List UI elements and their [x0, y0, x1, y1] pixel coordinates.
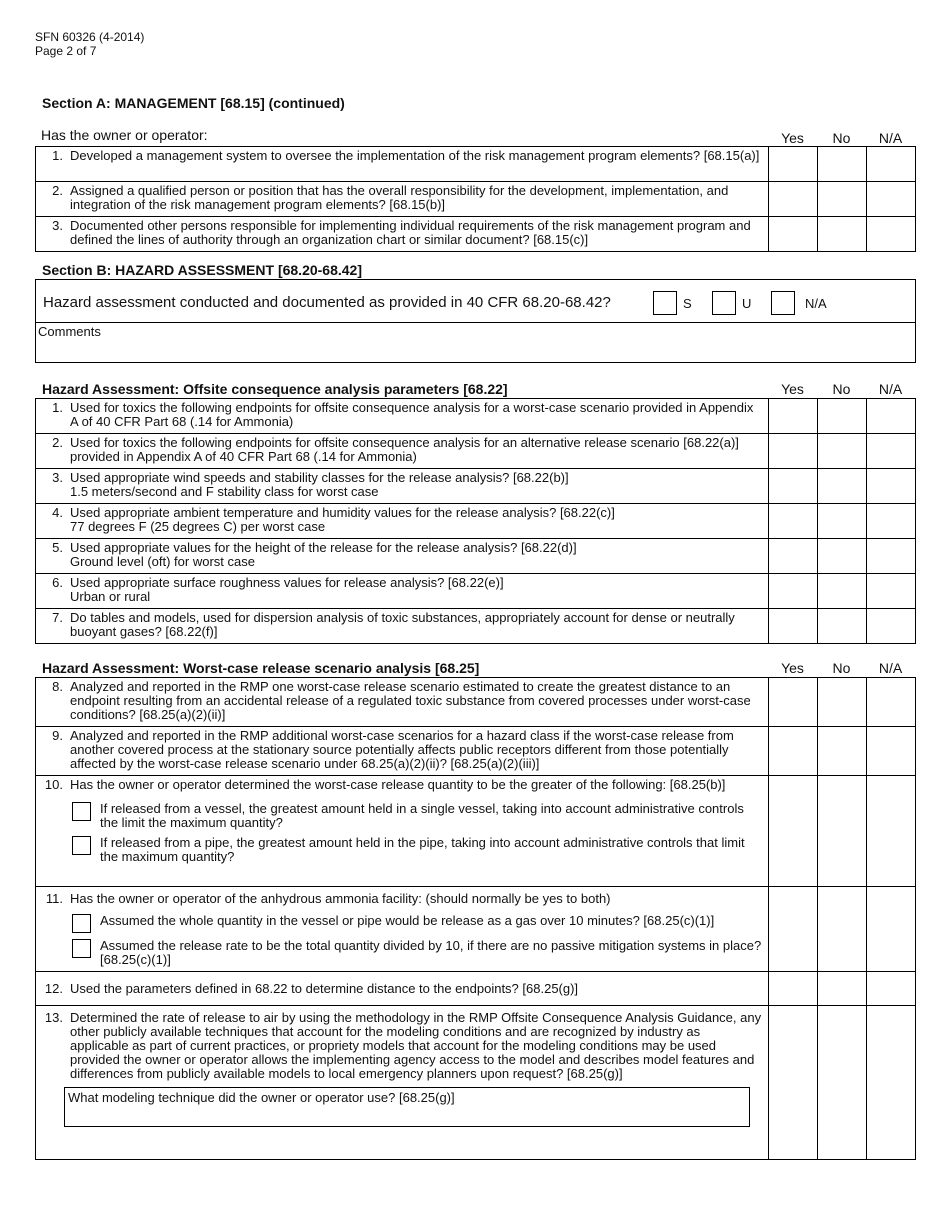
item-number: 9. — [52, 728, 63, 743]
form-number: SFN 60326 (4-2014) — [35, 30, 145, 44]
item-subtext: Urban or rural — [70, 589, 151, 604]
yes-cell[interactable] — [769, 504, 818, 539]
checkbox-u[interactable] — [712, 291, 736, 315]
worstcase-title: Hazard Assessment: Worst-case release scenario analysis [68.25] — [42, 660, 480, 676]
na-cell[interactable] — [867, 147, 916, 182]
option-na[interactable] — [771, 291, 827, 315]
item-text: Used appropriate ambient temperature and humidity values for the release analysis? [68.22(c)] — [70, 505, 615, 520]
section-a-title: Section A: MANAGEMENT [68.15] (continued) — [42, 95, 345, 111]
item-text: Used appropriate wind speeds and stability classes for the release analysis? [68.22(b)] — [70, 470, 569, 485]
item-text: Analyzed and reported in the RMP one worst-case release scenario estimated to create the greatest distance to an endpoint resulting from an accidental release of a regulated toxic substance from covered processes under worst-case conditions? [68.25(a)(2)(ii)] — [70, 679, 751, 722]
item-number: 10. — [44, 777, 63, 792]
col-no: No — [832, 130, 851, 146]
col-na: N/A — [878, 130, 903, 146]
yes-cell[interactable] — [769, 972, 818, 1006]
checkbox-s[interactable] — [653, 291, 677, 315]
item-text: Has the owner or operator determined the worst-case release quantity to be the greater of the following: [68.25(b)] — [70, 777, 726, 792]
col-no: No — [832, 660, 851, 676]
item-subtext: Ground level (oft) for worst case — [70, 554, 255, 569]
na-cell[interactable] — [867, 504, 916, 539]
na-cell[interactable] — [867, 217, 916, 252]
na-cell[interactable] — [867, 678, 916, 727]
no-cell[interactable] — [818, 147, 867, 182]
col-yes: Yes — [781, 130, 804, 146]
checkbox[interactable] — [72, 939, 91, 958]
item-text: Used appropriate surface roughness values for release analysis? [68.22(e)] — [70, 575, 504, 590]
item-number: 2. — [52, 435, 63, 450]
na-cell[interactable] — [867, 972, 916, 1006]
no-cell[interactable] — [818, 399, 867, 434]
no-cell[interactable] — [818, 574, 867, 609]
table-row — [36, 609, 916, 644]
no-cell[interactable] — [818, 504, 867, 539]
hazard-question: Hazard assessment conducted and documented as provided in 40 CFR 68.20-68.42? — [43, 294, 611, 311]
no-cell[interactable] — [818, 609, 867, 644]
no-cell[interactable] — [818, 887, 867, 972]
table-row — [36, 574, 916, 609]
yes-cell[interactable] — [769, 727, 818, 776]
offsite-table — [35, 398, 916, 644]
option-u-label: U — [742, 295, 752, 311]
no-cell[interactable] — [818, 434, 867, 469]
table-row — [36, 217, 916, 252]
na-cell[interactable] — [867, 182, 916, 217]
item-number: 5. — [52, 540, 63, 555]
checkbox-na[interactable] — [771, 291, 795, 315]
item-number: 2. — [52, 183, 63, 198]
item-number: 1. — [52, 148, 63, 163]
table-row — [36, 434, 916, 469]
item-subtext: 77 degrees F (25 degrees C) per worst case — [70, 519, 326, 534]
table-row — [36, 182, 916, 217]
item-text: Has the owner or operator of the anhydrous ammonia facility: (should normally be yes to both) — [70, 891, 611, 906]
na-cell[interactable] — [867, 1006, 916, 1160]
table-row — [36, 887, 916, 972]
item-number: 8. — [52, 679, 63, 694]
na-cell[interactable] — [867, 776, 916, 887]
modeling-technique-field[interactable] — [64, 1087, 750, 1127]
yes-cell[interactable] — [769, 539, 818, 574]
table-row — [36, 539, 916, 574]
table-row — [36, 504, 916, 539]
item-text: Assigned a qualified person or position that has the overall responsibility for the development, implementation, and integration of the risk management program elements? [68.15(b)] — [70, 183, 729, 212]
option-s[interactable] — [653, 291, 692, 315]
checkbox[interactable] — [72, 802, 91, 821]
no-cell[interactable] — [818, 727, 867, 776]
check-option-text: Assumed the release rate to be the total quantity divided by 10, if there are no passive mitigation systems in place? [68.25(c)(1)] — [100, 938, 762, 967]
col-no: No — [832, 381, 851, 397]
yes-cell[interactable] — [769, 678, 818, 727]
section-a-table — [35, 146, 916, 252]
no-cell[interactable] — [818, 776, 867, 887]
section-a-intro: Has the owner or operator: — [41, 127, 208, 143]
item-number: 3. — [52, 218, 63, 233]
item-subtext: 1.5 meters/second and F stability class for worst case — [70, 484, 379, 499]
item-text: Used appropriate values for the height of the release for the release analysis? [68.22(d)] — [70, 540, 577, 555]
table-row — [36, 399, 916, 434]
table-row — [36, 678, 916, 727]
worstcase-table — [35, 677, 916, 1160]
item-number: 3. — [52, 470, 63, 485]
hazard-assessment-box — [35, 279, 916, 363]
check-option-text: If released from a pipe, the greatest amount held in the pipe, taking into account administrative controls that limit the maximum quantity? — [100, 835, 745, 864]
col-na: N/A — [878, 381, 903, 397]
yes-cell[interactable] — [769, 469, 818, 504]
offsite-title: Hazard Assessment: Offsite consequence analysis parameters [68.22] — [42, 381, 508, 397]
item-text: Documented other persons responsible for implementing individual requirements of the risk management program and defined the lines of authority through an organization chart or similar document? [68.15(c)] — [70, 218, 751, 247]
section-b-title: Section B: HAZARD ASSESSMENT [68.20-68.42] — [42, 262, 362, 278]
check-option[interactable] — [72, 802, 762, 830]
no-cell[interactable] — [818, 539, 867, 574]
option-s-label: S — [683, 295, 692, 311]
no-cell[interactable] — [818, 678, 867, 727]
yes-cell[interactable] — [769, 574, 818, 609]
no-cell[interactable] — [818, 217, 867, 252]
item-number: 7. — [52, 610, 63, 625]
table-row — [36, 972, 916, 1006]
no-cell[interactable] — [818, 469, 867, 504]
yes-cell[interactable] — [769, 1006, 818, 1160]
checkbox[interactable] — [72, 914, 91, 933]
yes-cell[interactable] — [769, 434, 818, 469]
table-row — [36, 469, 916, 504]
form-header — [35, 30, 144, 58]
item-number: 1. — [52, 400, 63, 415]
yes-cell[interactable] — [769, 887, 818, 972]
col-yes: Yes — [781, 660, 804, 676]
yes-cell[interactable] — [769, 609, 818, 644]
check-option-text: If released from a vessel, the greatest amount held in a single vessel, taking into account administrative controls the limit the maximum quantity? — [100, 801, 744, 830]
na-cell[interactable] — [867, 399, 916, 434]
na-cell[interactable] — [867, 609, 916, 644]
yes-cell[interactable] — [769, 217, 818, 252]
yes-cell[interactable] — [769, 776, 818, 887]
table-row — [36, 727, 916, 776]
na-cell[interactable] — [867, 727, 916, 776]
na-cell[interactable] — [867, 469, 916, 504]
option-u[interactable] — [712, 291, 751, 315]
yes-cell[interactable] — [769, 147, 818, 182]
na-cell[interactable] — [867, 574, 916, 609]
check-option[interactable] — [72, 914, 762, 933]
item-text: Determined the rate of release to air by using the methodology in the RMP Offsite Consequence Analysis Guidance, any other publicly available techniques that account for the modeling conditions and are recognized by industry as applicable as part of current practices, or propriety models that account for the modeling conditions may be used provided the owner or operator allows the implementing agency access to the model and describes model features and differences from publicly available models to local emergency planners upon request? [68.25(g)] — [70, 1010, 762, 1081]
item-number: 12. — [44, 980, 63, 996]
yes-cell[interactable] — [769, 399, 818, 434]
table-row — [36, 1006, 916, 1160]
item-number: 6. — [52, 575, 63, 590]
item-text: Do tables and models, used for dispersion analysis of toxic substances, appropriately account for dense or neutrally buoyant gases? [68.22(f)] — [70, 610, 735, 639]
no-cell[interactable] — [818, 1006, 867, 1160]
checkbox[interactable] — [72, 836, 91, 855]
table-row — [36, 776, 916, 887]
check-option-text: Assumed the whole quantity in the vessel or pipe would be release as a gas over 10 minutes? [68.25(c)(1)] — [100, 913, 715, 928]
item-number: 13. — [44, 1010, 63, 1025]
item-number: 11. — [45, 891, 63, 906]
item-text: Used for toxics the following endpoints for offsite consequence analysis for an alternative release scenario [68.22(a)] provided in Appendix A of 40 CFR Part 68 (.14 for Ammonia) — [70, 435, 739, 464]
item-text: Used for toxics the following endpoints for offsite consequence analysis for a worst-case scenario provided in Appendix A of 40 CFR Part 68 (.14 for Ammonia) — [70, 400, 754, 429]
yes-cell[interactable] — [769, 182, 818, 217]
na-cell[interactable] — [867, 434, 916, 469]
na-cell[interactable] — [867, 539, 916, 574]
item-text: Developed a management system to oversee the implementation of the risk management program elements? [68.15(a)] — [70, 148, 760, 163]
no-cell[interactable] — [818, 972, 867, 1006]
table-row — [36, 147, 916, 182]
na-cell[interactable] — [867, 887, 916, 972]
col-yes: Yes — [781, 381, 804, 397]
modeling-technique-prompt: What modeling technique did the owner or operator use? [68.25(g)] — [68, 1090, 455, 1105]
item-number: 4. — [52, 505, 63, 520]
check-option[interactable] — [72, 939, 762, 967]
option-na-label: N/A — [805, 295, 827, 311]
page-number: Page 2 of 7 — [35, 44, 97, 58]
check-option[interactable] — [72, 836, 762, 864]
col-na: N/A — [878, 660, 903, 676]
no-cell[interactable] — [818, 182, 867, 217]
item-text: Used the parameters defined in 68.22 to determine distance to the endpoints? [68.25(g)] — [70, 980, 579, 996]
item-text: Analyzed and reported in the RMP additional worst-case scenarios for a hazard class if the worst-case release from another covered process at the stationary source potentially affects public receptors different from those potentially affected by the worst-case release scenario under 68.25(a)(2)(ii)? [68.25(a)(2)(iii)] — [70, 728, 734, 771]
comments-label: Comments — [38, 324, 101, 339]
